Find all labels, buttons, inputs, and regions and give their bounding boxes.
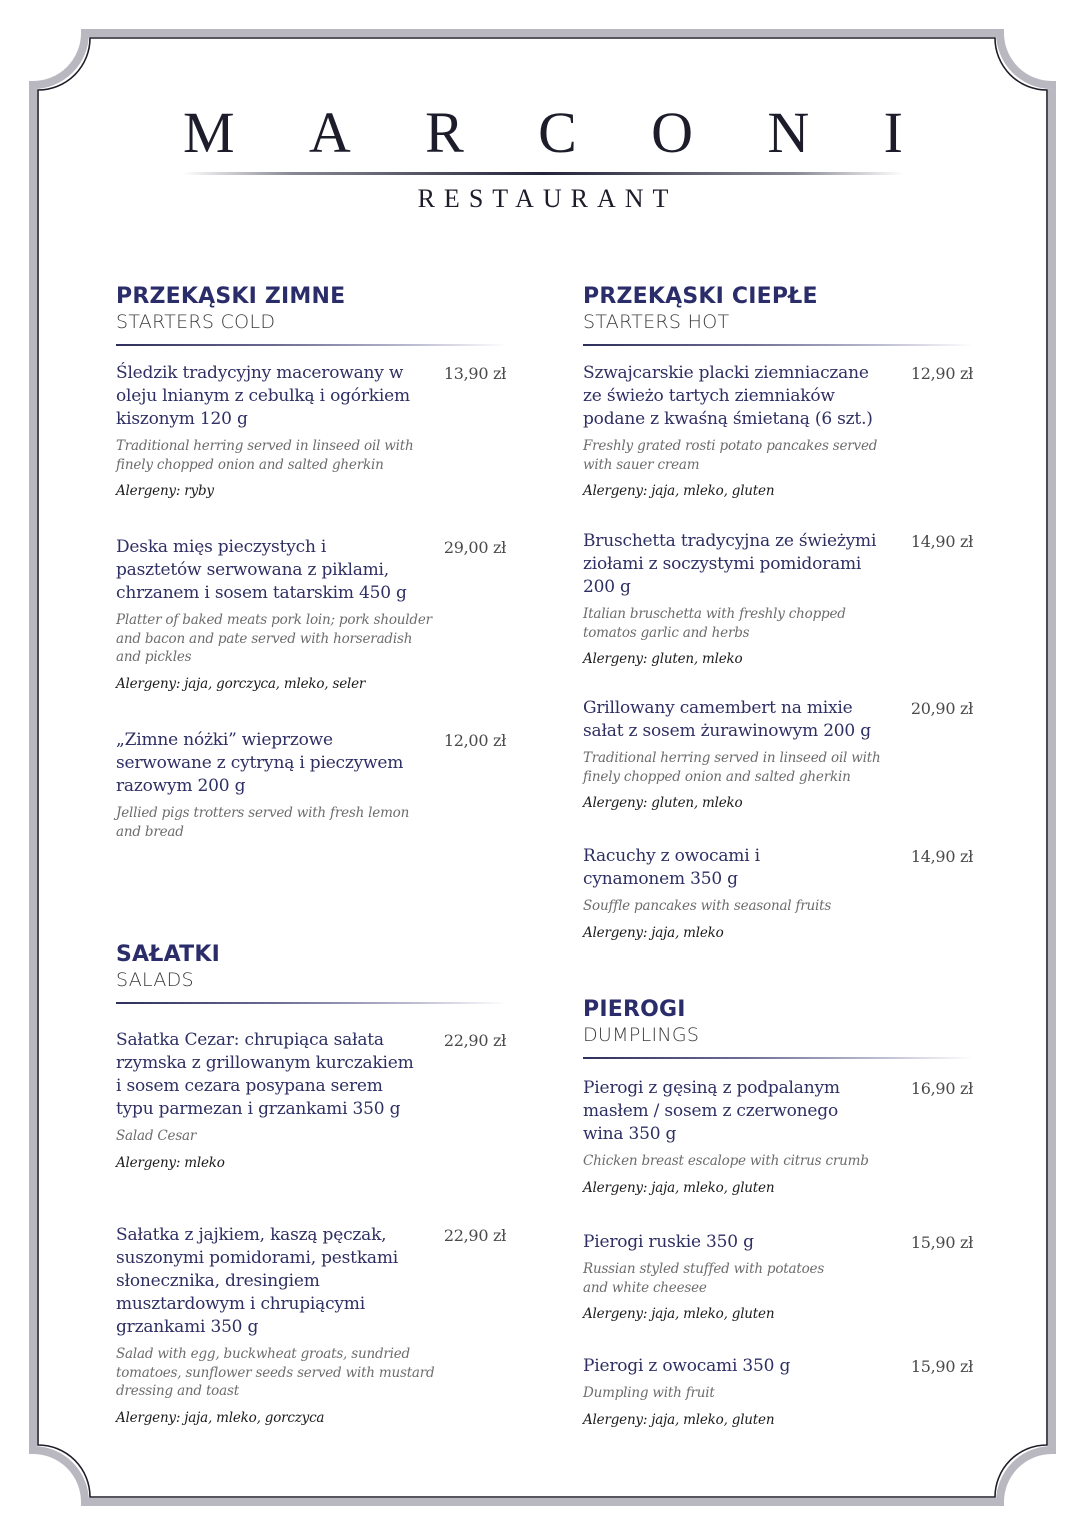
dish-price: 13,90 zł — [443, 364, 506, 383]
dish-description: Italian bruschetta with freshly chopped tomatos garlic and herbs — [583, 606, 846, 641]
dish-allergens: Alergeny: gluten, mleko — [583, 795, 743, 811]
dish-description: Russian styled stuffed with potatoes and white cheesee — [583, 1261, 825, 1296]
dish-name: Pierogi z owocami 350 g — [583, 1356, 791, 1376]
dish-name: „Zimne nóżki” wieprzowe serwowane z cytryną i pieczywem razowym 200 g — [116, 730, 404, 796]
section-divider — [583, 344, 973, 346]
dish-price: 29,00 zł — [443, 538, 506, 557]
section-title: PRZEKĄSKI ZIMNE — [116, 284, 346, 309]
dish-description: Traditional herring served in linseed oil with finely chopped onion and salted gherkin — [583, 750, 881, 785]
brand-letter: M — [183, 100, 235, 165]
dish-price: 15,90 zł — [910, 1233, 973, 1252]
dish-description: Freshly grated rosti potato pancakes served with sauer cream — [583, 438, 878, 473]
menu-item — [583, 1355, 973, 1429]
brand-divider — [183, 172, 903, 175]
brand-letter: A — [308, 100, 351, 165]
dish-description: Platter of baked meats pork loin; pork shoulder and bacon and pate served with horseradish and pickles — [116, 612, 432, 665]
dish-allergens: Alergeny: jaja, gorczyca, mleko, seler — [116, 675, 366, 692]
dish-allergens: Alergeny: jaja, mleko, gorczyca — [116, 1409, 325, 1426]
brand-letter: R — [425, 100, 464, 165]
dish-price: 12,00 zł — [443, 731, 506, 750]
section-title: PRZEKĄSKI CIEPŁE — [583, 284, 818, 309]
dish-price: 22,90 zł — [443, 1226, 506, 1245]
dish-allergens: Alergeny: jaja, mleko, gluten — [583, 1179, 775, 1196]
dish-allergens: Alergeny: ryby — [116, 483, 214, 499]
section-title: SAŁATKI — [116, 942, 220, 967]
dish-description: Jellied pigs trotters served with fresh lemon and bread — [116, 805, 410, 840]
dish-name: Bruschetta tradycyjna ze świeżymi ziołami z soczystymi pomidorami 200 g — [583, 531, 877, 597]
section-subtitle: STARTERS HOT — [583, 311, 730, 333]
brand-letter: I — [883, 100, 903, 165]
dish-name: Deska mięs pieczystych i pasztetów serwowana z piklami, chrzanem i sosem tatarskim 450 g — [116, 537, 407, 603]
menu-item — [116, 536, 506, 693]
section-subtitle: STARTERS COLD — [116, 311, 276, 333]
dish-price: 14,90 zł — [910, 532, 973, 551]
dish-description: Salad with egg, buckwheat groats, sundried tomatoes, sunflower seeds served with mustard dressing and toast — [116, 1346, 435, 1399]
dish-allergens: Alergeny: mleko — [116, 1154, 225, 1171]
dish-description: Salad Cesar — [116, 1128, 197, 1144]
dish-allergens: Alergeny: jaja, mleko, gluten — [583, 1411, 775, 1428]
section-title: PIEROGI — [583, 997, 686, 1022]
section-salads — [116, 942, 506, 1004]
dish-name: Szwajcarskie placki ziemniaczane ze świeżo tartych ziemniaków podane z kwaśną śmietaną (6 szt.) — [583, 363, 873, 429]
section-subtitle: SALADS — [116, 969, 194, 991]
section-subtitle: DUMPLINGS — [583, 1024, 700, 1046]
menu-item — [583, 845, 973, 942]
dish-description: Traditional herring served in linseed oil with finely chopped onion and salted gherkin — [116, 438, 414, 473]
section-starters-hot — [583, 284, 973, 346]
menu-item — [583, 697, 973, 812]
menu-item — [583, 530, 973, 668]
menu-item — [116, 729, 506, 841]
menu-item — [583, 1231, 973, 1323]
dish-description: Souffle pancakes with seasonal fruits — [583, 898, 832, 914]
brand-letter: N — [767, 100, 810, 165]
dish-price: 20,90 zł — [910, 699, 973, 718]
dish-description: Chicken breast escalope with citrus crumb — [583, 1153, 869, 1169]
section-divider — [116, 1002, 506, 1004]
restaurant-name — [183, 100, 903, 165]
dish-name: Sałatka Cezar: chrupiąca sałata rzymska z grillowanym kurczakiem i sosem cezara posypana serem typu parmezan i grzankami 350 g — [116, 1030, 414, 1119]
dish-allergens: Alergeny: gluten, mleko — [583, 651, 743, 667]
menu-item — [583, 362, 973, 500]
dish-allergens: Alergeny: jaja, mleko, gluten — [583, 1306, 775, 1322]
menu-item — [116, 1224, 506, 1427]
dish-name: Grillowany camembert na mixie sałat z sosem żurawinowym 200 g — [583, 698, 871, 741]
dish-price: 15,90 zł — [910, 1357, 973, 1376]
dish-name: Pierogi ruskie 350 g — [583, 1232, 754, 1252]
menu-item — [116, 362, 506, 500]
brand-letter: C — [538, 100, 577, 165]
restaurant-subtitle: RESTAURANT — [417, 184, 678, 213]
dish-price: 12,90 zł — [910, 364, 973, 383]
section-divider — [116, 344, 506, 346]
dish-description: Dumpling with fruit — [583, 1385, 715, 1401]
section-dumplings — [583, 997, 973, 1059]
dish-price: 22,90 zł — [443, 1031, 506, 1050]
section-divider — [583, 1057, 973, 1059]
dish-price: 16,90 zł — [910, 1079, 973, 1098]
dish-name: Sałatka z jajkiem, kaszą pęczak, suszonymi pomidorami, pestkami słonecznika, dresingiem musztardowym i chrupiącymi grzankami 350 g — [116, 1225, 399, 1337]
menu-item — [583, 1077, 973, 1197]
dish-name: Pierogi z gęsiną z podpalanym masłem / sosem z czerwonego wina 350 g — [583, 1078, 840, 1144]
menu-item — [116, 1029, 506, 1172]
dish-name: Racuchy z owocami i cynamonem 350 g — [583, 846, 760, 889]
brand-letter: O — [651, 100, 694, 165]
section-starters-cold — [116, 284, 506, 346]
dish-allergens: Alergeny: jaja, mleko — [583, 924, 724, 941]
dish-name: Śledzik tradycyjny macerowany w oleju lnianym z cebulką i ogórkiem kiszonym 120 g — [116, 363, 410, 429]
dish-price: 14,90 zł — [910, 847, 973, 866]
dish-allergens: Alergeny: jaja, mleko, gluten — [583, 483, 775, 499]
